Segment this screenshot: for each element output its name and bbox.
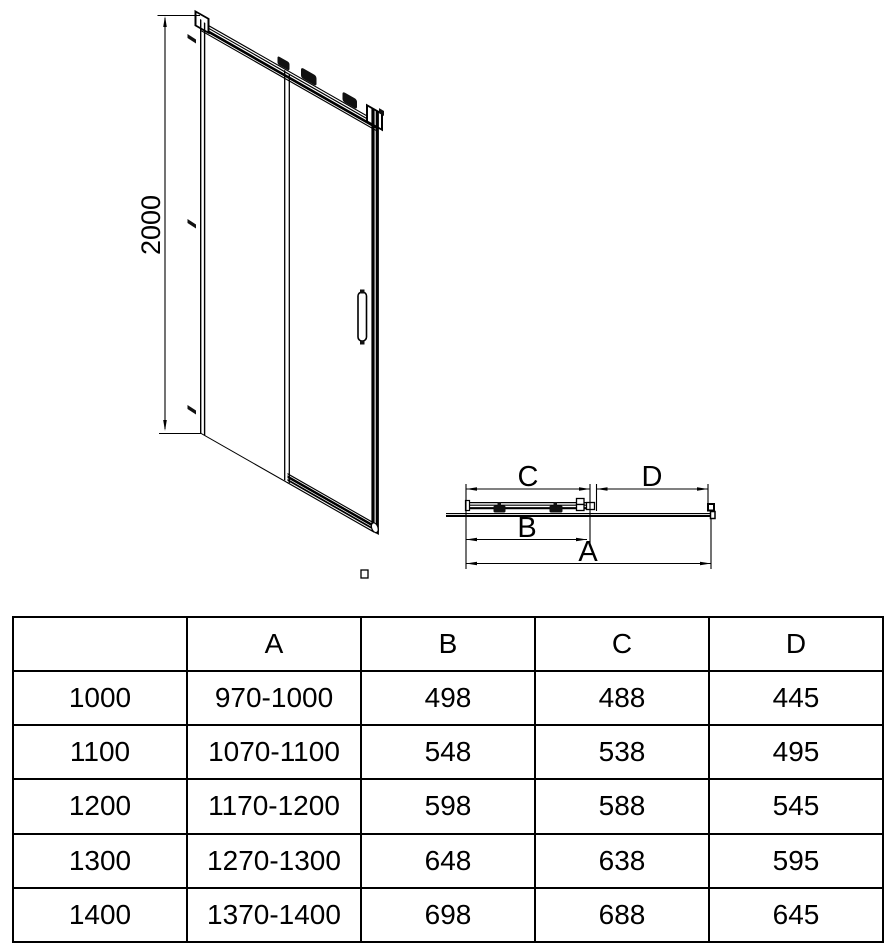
table-cell: 595 xyxy=(709,834,883,888)
table-row xyxy=(13,671,883,725)
table-header-cell: A xyxy=(187,617,361,671)
table-header-cell: D xyxy=(709,617,883,671)
dim-a-label: A xyxy=(578,536,598,568)
plan-wall-profile xyxy=(708,504,714,511)
table-cell: 498 xyxy=(361,671,535,725)
table-row xyxy=(13,779,883,833)
dim-d-label: D xyxy=(641,461,663,493)
door-handle xyxy=(358,290,367,345)
table-cell: 1070-1100 xyxy=(187,725,361,779)
table-header-cell xyxy=(13,617,187,671)
table-cell: 1170-1200 xyxy=(187,779,361,833)
table-cell: 638 xyxy=(535,834,709,888)
bottom-guide-block xyxy=(361,570,368,578)
front-view-drawing xyxy=(158,3,385,578)
table-cell: 545 xyxy=(709,779,883,833)
dim-c-label: C xyxy=(517,461,539,493)
table-cell: 495 xyxy=(709,725,883,779)
table-cell: 1300 xyxy=(13,834,187,888)
table-cell: 1200 xyxy=(13,779,187,833)
table-row xyxy=(13,834,883,888)
table-cell: 648 xyxy=(361,834,535,888)
table-cell: 445 xyxy=(709,671,883,725)
table-cell: 1100 xyxy=(13,725,187,779)
table-cell: 1000 xyxy=(13,671,187,725)
table-header-cell: B xyxy=(361,617,535,671)
table-row xyxy=(13,725,883,779)
table-cell: 598 xyxy=(361,779,535,833)
table-cell: 548 xyxy=(361,725,535,779)
table-cell: 1270-1300 xyxy=(187,834,361,888)
table-cell: 538 xyxy=(535,725,709,779)
table-cell: 645 xyxy=(709,888,883,942)
dimensions-table xyxy=(12,616,884,943)
table-cell: 698 xyxy=(361,888,535,942)
table-cell: 1400 xyxy=(13,888,187,942)
table-row xyxy=(13,888,883,942)
table-header-row xyxy=(13,617,883,671)
wall-mount-tabs xyxy=(188,34,197,415)
table-header-cell: C xyxy=(535,617,709,671)
table-cell: 688 xyxy=(535,888,709,942)
table-cell: 488 xyxy=(535,671,709,725)
table-cell: 970-1000 xyxy=(187,671,361,725)
dim-b-label: B xyxy=(517,512,537,544)
height-dimension-label: 2000 xyxy=(136,194,166,255)
table-cell: 588 xyxy=(535,779,709,833)
table-cell: 1370-1400 xyxy=(187,888,361,942)
